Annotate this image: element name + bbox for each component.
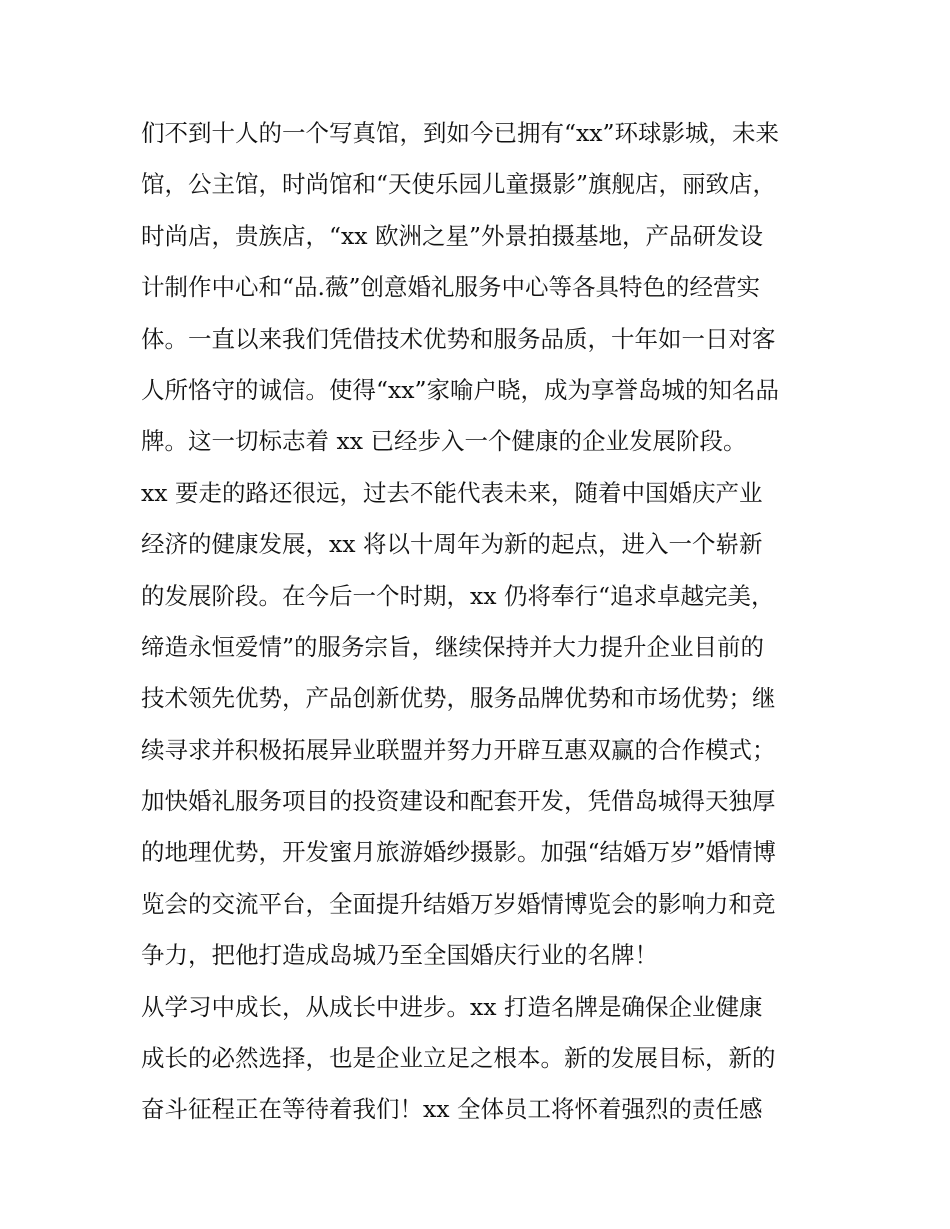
text-line: 从学习中成长，从成长中进步。xx 打造名牌是确保企业健康 — [141, 992, 763, 1021]
text-line: 计制作中心和“品.薇”创意婚礼服务中心等各具特色的经营实 — [141, 273, 760, 302]
text-line: 奋斗征程正在等待着我们！xx 全体员工将怀着强烈的责任感 — [141, 1095, 763, 1124]
text-line: 续寻求并积极拓展异业联盟并努力开辟互惠双赢的合作模式； — [141, 735, 776, 764]
text-line: 技术领先优势，产品创新优势，服务品牌优势和市场优势；继 — [141, 684, 776, 713]
text-line: 的地理优势，开发蜜月旅游婚纱摄影。加强“结婚万岁”婚情博 — [141, 838, 777, 867]
text-line: 加快婚礼服务项目的投资建设和配套开发，凭借岛城得天独厚 — [141, 787, 776, 816]
text-line: 人所恪守的诚信。使得“xx”家喻户晓，成为享誉岛城的知名品 — [141, 375, 780, 404]
text-line: 争力，把他打造成岛城乃至全国婚庆行业的名牌！ — [141, 941, 658, 970]
text-line: 牌。这一切标志着 xx 已经步入一个健康的企业发展阶段。 — [141, 427, 747, 456]
text-line: 经济的健康发展，xx 将以十周年为新的起点，进入一个崭新 — [141, 530, 763, 559]
text-line: 缔造永恒爱情”的服务宗旨，继续保持并大力提升企业目前的 — [141, 632, 765, 661]
text-line: 们不到十人的一个写真馆，到如今已拥有“xx”环球影城，未来 — [141, 119, 780, 147]
text-line: 时尚店，贵族店，“xx 欧洲之星”外景拍摄基地，产品研发设 — [141, 221, 764, 250]
text-line: 体。一直以来我们凭借技术优势和服务品质，十年如一日对客 — [141, 324, 776, 353]
text-line: xx 要走的路还很远，过去不能代表未来，随着中国婚庆产业 — [141, 478, 763, 507]
text-line: 的发展阶段。在今后一个时期，xx 仍将奉行“追求卓越完美， — [141, 581, 775, 610]
text-line: 成长的必然选择，也是企业立足之根本。新的发展目标，新的 — [141, 1044, 776, 1073]
text-line: 览会的交流平台，全面提升结婚万岁婚情博览会的影响力和竞 — [141, 889, 776, 918]
text-line: 馆，公主馆，时尚馆和“天使乐园儿童摄影”旗舰店，丽致店， — [141, 170, 777, 199]
body-text — [141, 108, 813, 1136]
